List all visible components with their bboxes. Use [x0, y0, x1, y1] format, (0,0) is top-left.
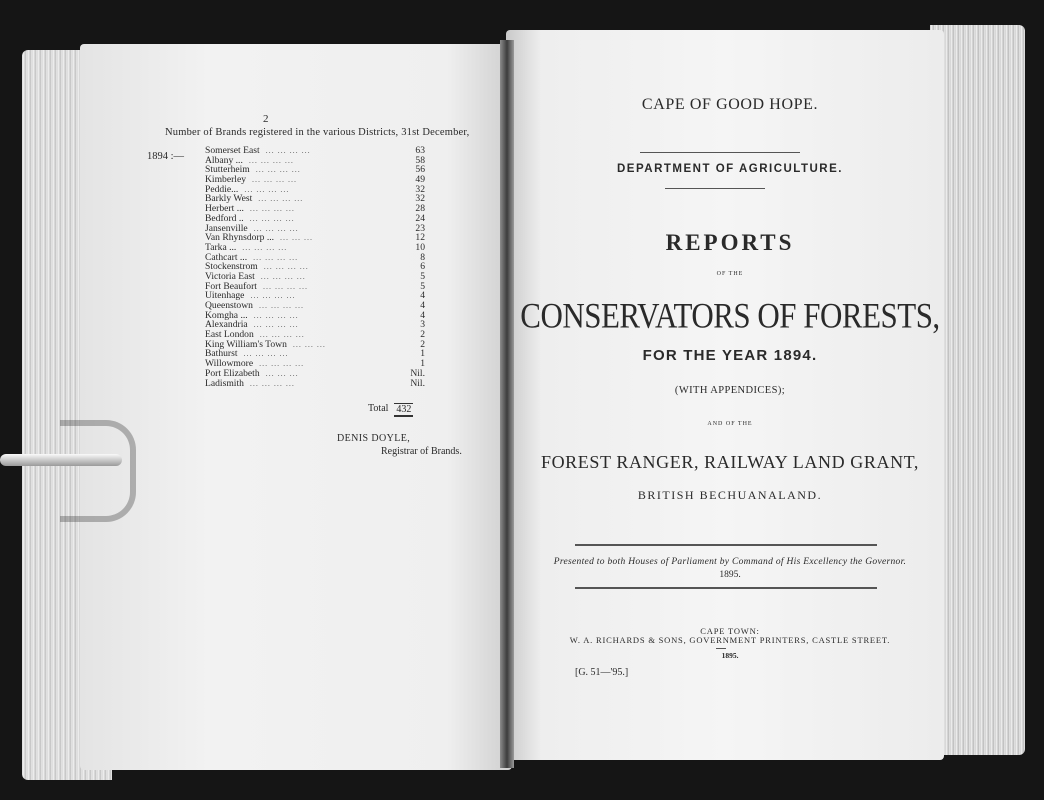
brand-district: Stockenstrom — [205, 261, 258, 273]
printer-city: CAPE TOWN: — [700, 626, 760, 636]
brand-leader-dots: ... ... ... ... — [259, 330, 305, 340]
brand-count: 6 — [420, 261, 425, 273]
brand-count: 23 — [415, 222, 425, 234]
brand-district: Tarka ... — [205, 241, 237, 253]
total-value: 432 — [396, 404, 412, 415]
year-title: FOR THE YEAR 1894. — [642, 347, 818, 364]
brands-intro-line1: Number of Brands registered in the various Districts, 31st December, — [165, 127, 470, 138]
brand-leader-dots: ... ... ... ... — [249, 213, 295, 223]
divider — [575, 544, 877, 546]
ranger-title: FOREST RANGER, RAILWAY LAND GRANT, — [540, 452, 920, 472]
brand-count: 12 — [415, 232, 425, 244]
brand-leader-dots: ... ... ... ... — [263, 262, 309, 272]
brand-leader-dots: ... ... ... ... — [248, 155, 294, 165]
brand-leader-dots: ... ... ... ... — [242, 242, 288, 252]
brand-count: 28 — [415, 203, 425, 215]
presented-text: Presented to both Houses of Parliament by Command of His Excellency the Governor. — [553, 557, 907, 567]
brand-count: 1 — [420, 358, 425, 370]
brand-district: Ladismith — [205, 377, 244, 389]
brand-district: Herbert ... — [205, 203, 244, 215]
brand-district: Komgha ... — [205, 309, 248, 321]
brand-count: 5 — [420, 280, 425, 292]
brand-leader-dots: ... ... ... ... — [244, 184, 290, 194]
page-number: 2 — [263, 113, 269, 125]
brand-count: 8 — [420, 251, 425, 263]
brand-count: 4 — [420, 300, 425, 311]
brand-district: Willowmore — [205, 358, 254, 370]
strap-shadow — [60, 420, 136, 522]
brand-count: 63 — [415, 145, 425, 156]
brands-table — [205, 146, 425, 388]
presented-year: 1895. — [719, 570, 741, 580]
divider — [665, 188, 765, 189]
bechuanaland-title: BRITISH BECHUANALAND. — [637, 488, 823, 502]
printer-year: 1895. — [721, 651, 739, 660]
brand-district: Alexandria — [205, 319, 248, 331]
document-reference: [G. 51—'95.] — [575, 667, 629, 678]
brand-district: Van Rhynsdorp ... — [205, 232, 275, 244]
brand-leader-dots: ... ... ... ... — [260, 271, 306, 281]
brand-leader-dots: ... ... ... ... — [253, 310, 299, 320]
brand-district: Bedford .. — [205, 212, 244, 224]
brand-count: 4 — [420, 290, 425, 302]
book-gutter — [500, 40, 514, 768]
brand-row — [205, 340, 425, 350]
conservators-title: CONSERVATORS OF FORESTS, — [520, 295, 940, 336]
brand-leader-dots: ... ... ... ... — [262, 281, 308, 291]
brand-leader-dots: ... ... ... ... — [253, 252, 299, 262]
brand-count: 24 — [415, 212, 425, 224]
book-strap — [0, 454, 122, 466]
brand-leader-dots: ... ... ... ... — [249, 378, 295, 388]
brand-count: 32 — [415, 183, 425, 195]
brand-leader-dots: ... ... ... ... — [255, 165, 301, 175]
and-of-the-text: AND OF THE — [707, 421, 753, 427]
brand-district: Fort Beaufort — [205, 280, 257, 292]
brand-leader-dots: ... ... ... — [265, 368, 299, 378]
brand-leader-dots: ... ... ... ... — [253, 320, 299, 330]
brand-count: 4 — [420, 309, 425, 321]
brand-count: 2 — [420, 338, 425, 350]
brands-intro-line2: 1894 :— — [147, 151, 185, 162]
right-page-edges — [930, 25, 1025, 755]
signer-name: DENIS DOYLE, — [337, 433, 411, 444]
brand-count: Nil. — [410, 367, 425, 379]
brand-district: East London — [205, 329, 254, 341]
brand-row — [205, 379, 425, 389]
brand-row — [205, 233, 425, 243]
brand-count: 2 — [420, 329, 425, 341]
printer-name: W. A. RICHARDS & SONS, GOVERNMENT PRINTERS, CASTLE STREET. — [569, 635, 891, 645]
brand-district: Bathurst — [205, 348, 238, 360]
brand-district: Albany ... — [205, 154, 243, 166]
brand-leader-dots: ... ... ... ... — [258, 194, 304, 204]
brands-total — [368, 403, 413, 417]
brand-count: 32 — [415, 193, 425, 205]
total-label: Total — [368, 403, 389, 414]
brand-leader-dots: ... ... ... ... — [243, 349, 289, 359]
divider — [640, 152, 800, 153]
brand-count: 1 — [420, 348, 425, 360]
brand-district: Peddie... — [205, 183, 239, 195]
brand-count: 56 — [415, 164, 425, 176]
brand-leader-dots: ... ... ... ... — [258, 301, 304, 310]
of-the-text: OF THE — [716, 271, 744, 277]
brand-district: Kimberley — [205, 174, 247, 186]
brand-row — [205, 175, 425, 185]
appendices-text: (WITH APPENDICES); — [674, 385, 786, 396]
brand-district: Stutterheim — [205, 164, 250, 176]
brand-count: 5 — [420, 270, 425, 282]
divider — [716, 648, 726, 649]
brand-district: Jansenville — [205, 222, 248, 234]
brand-leader-dots: ... ... ... ... — [250, 291, 296, 301]
brand-count: Nil. — [410, 377, 425, 389]
brand-leader-dots: ... ... ... — [280, 233, 314, 243]
reports-title: REPORTS — [665, 230, 795, 255]
signer-title: Registrar of Brands. — [381, 446, 462, 457]
divider — [575, 587, 877, 589]
brand-district: Victoria East — [205, 270, 255, 282]
brand-district: Uitenhage — [205, 290, 245, 302]
brand-district: Port Elizabeth — [205, 367, 260, 379]
brand-leader-dots: ... ... ... ... — [249, 204, 295, 214]
brand-count: 58 — [415, 154, 425, 166]
brand-leader-dots: ... ... ... ... — [253, 223, 299, 233]
brand-leader-dots: ... ... ... — [292, 339, 326, 349]
brand-district: Queenstown — [205, 300, 253, 311]
brand-district: Somerset East — [205, 145, 260, 156]
brand-count: 3 — [420, 319, 425, 331]
brand-district: Cathcart ... — [205, 251, 248, 263]
department-title: DEPARTMENT OF AGRICULTURE. — [617, 163, 843, 175]
brand-leader-dots: ... ... ... ... — [252, 175, 298, 185]
brand-district: Barkly West — [205, 193, 253, 205]
colony-title: CAPE OF GOOD HOPE. — [641, 96, 819, 113]
brand-count: 49 — [415, 174, 425, 186]
brand-district: King William's Town — [205, 338, 287, 350]
brand-count: 10 — [415, 241, 425, 253]
brand-leader-dots: ... ... ... ... — [265, 146, 311, 155]
brand-leader-dots: ... ... ... ... — [259, 359, 305, 369]
